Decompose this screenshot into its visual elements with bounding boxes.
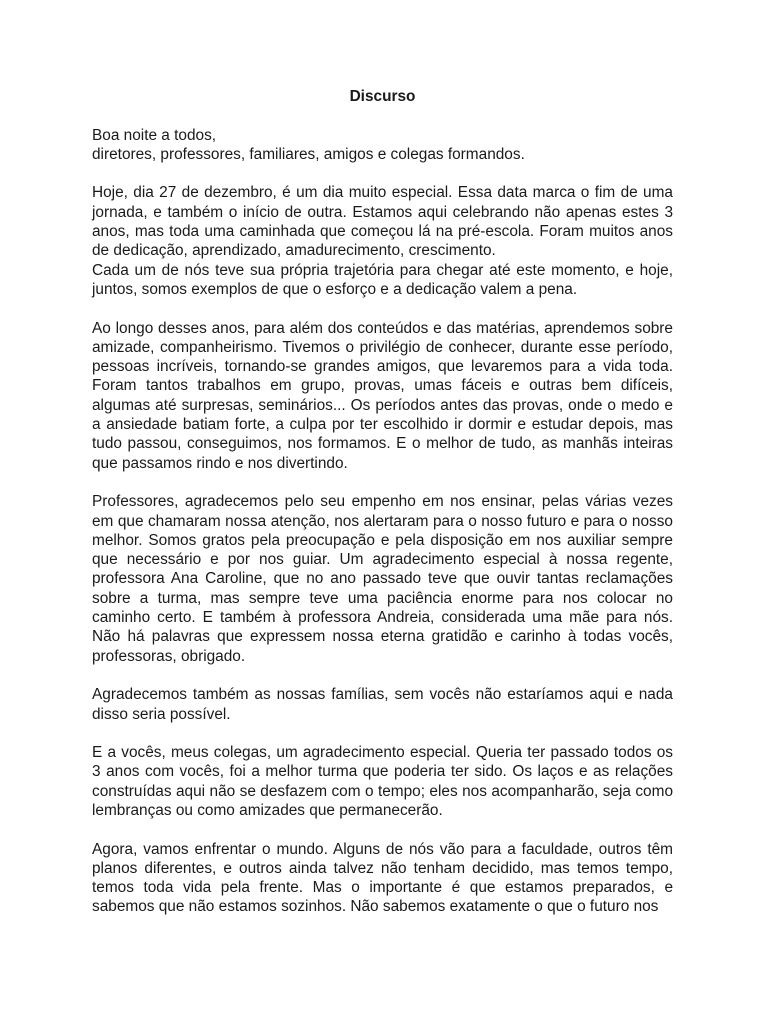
- paragraph: Cada um de nós teve sua própria trajetória para chegar até este momento, e hoje, juntos, somos exemplos de que o esforço e a dedicação valem a pena.: [92, 261, 673, 298]
- paragraph: E a vocês, meus colegas, um agradecimento especial. Queria ter passado todos os 3 anos com vocês, foi a melhor turma que poderia ter sido. Os laços e as relações construídas aqui não se desfazem com o tempo; eles nos acompanharão, seja como lembranças ou como amizades que permanecerão.: [92, 744, 673, 819]
- paragraph: Agradecemos também as nossas famílias, sem vocês não estaríamos aqui e nada disso seria possível.: [92, 686, 673, 723]
- greeting-line: Boa noite a todos,: [92, 126, 217, 144]
- paragraph: Professores, agradecemos pelo seu empenho em nos ensinar, pelas várias vezes em que chamaram nossa atenção, nos alertaram para o nosso futuro e para o nosso melhor. Somos gratos pela preocupação e pela disposição em nos auxiliar sempre que necessário e por nos guiar. Um agradecimento especial à nossa regente, professora Ana Caroline, que no ano passado teve que ouvir tantas reclamações sobre a turma, mas sempre teve uma paciência enorme para nos colocar no caminho certo. E também à professora Andreia, considerada uma mãe para nós. Não há palavras que expressem nossa eterna gratidão e carinho à todas vocês, professoras, obrigado.: [92, 493, 673, 665]
- document-title: Discurso: [349, 88, 416, 105]
- paragraph: Agora, vamos enfrentar o mundo. Alguns de nós vão para a faculdade, outros têm planos diferentes, e outros ainda talvez não tenham decidido, mas temos tempo, temos toda vida pela frente. Mas o importante é que estamos preparados, e sabemos que não estamos sozinhos. Não sabemos exatamente o que o futuro nos: [92, 840, 673, 916]
- greeting-line: diretores, professores, familiares, amigos e colegas formandos.: [92, 145, 525, 163]
- greeting-block: [92, 126, 673, 165]
- paragraph: Ao longo desses anos, para além dos conteúdos e das matérias, aprendemos sobre amizade, companheirismo. Tivemos o privilégio de conhecer, durante esse período, pessoas incríveis, tornando-se grandes amigos, que levaremos para a vida toda. Foram tantos trabalhos em grupo, provas, umas fáceis e outras bem difíceis, algumas até surpresas, seminários... Os períodos antes das provas, onde o medo e a ansiedade batiam forte, a culpa por ter escolhido ir dormir e estudar depois, mas tudo passou, conseguimos, nos formamos. E o melhor de tudo, as manhãs inteiras que passamos rindo e nos divertindo.: [92, 319, 673, 472]
- document-page: [92, 87, 673, 936]
- paragraph: Hoje, dia 27 de dezembro, é um dia muito especial. Essa data marca o fim de uma jornada, e também o início de outra. Estamos aqui celebrando não apenas estes 3 anos, mas toda uma caminhada que começou lá na pré-escola. Foram muitos anos de dedicação, aprendizado, amadurecimento, crescimento.: [92, 184, 673, 260]
